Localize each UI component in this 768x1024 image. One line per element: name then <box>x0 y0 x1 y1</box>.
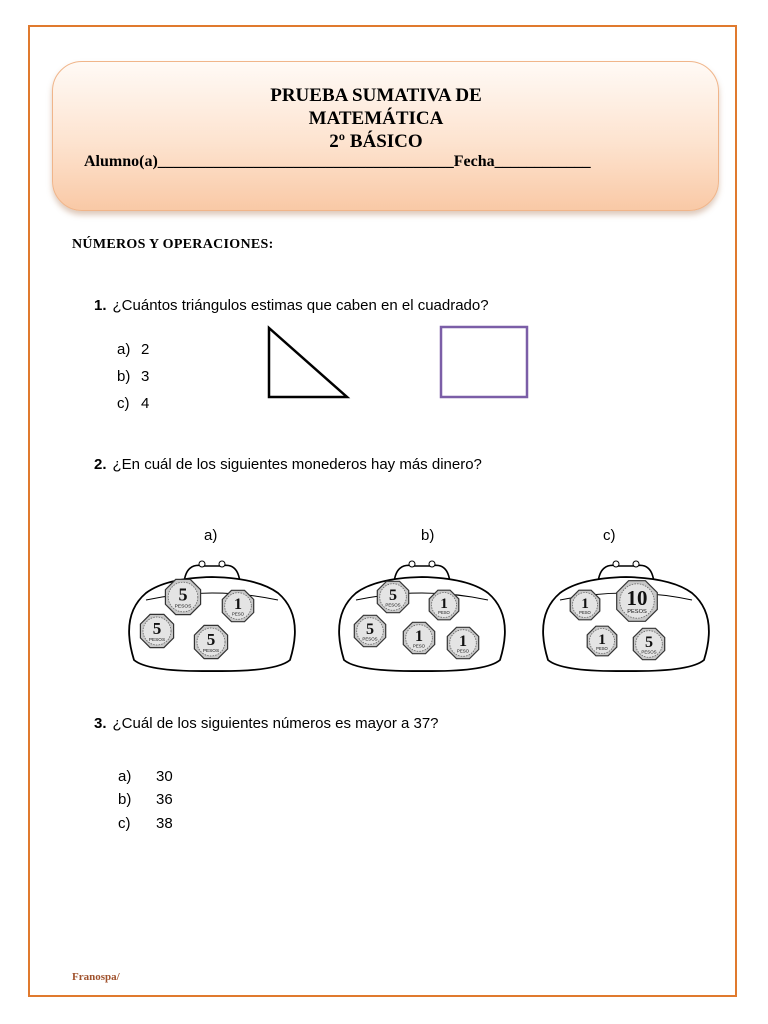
option-3c[interactable] <box>118 815 173 832</box>
question-number: 3. <box>94 715 107 732</box>
coin-unit: PESOS <box>362 636 378 642</box>
coin <box>140 614 173 647</box>
clasp-knob <box>409 561 415 567</box>
coin-value: 1 <box>598 630 606 648</box>
coin-value: 5 <box>388 587 398 605</box>
option-3b[interactable] <box>118 791 173 808</box>
coin-unit: PESO <box>456 648 470 654</box>
coin <box>570 590 600 620</box>
section-title: NÚMEROS Y OPERACIONES: <box>72 237 274 252</box>
purse-label-a: a) <box>204 527 218 544</box>
coin-unit: PESO <box>231 611 245 617</box>
question-text: ¿En cuál de los siguientes monederos hay más dinero? <box>112 456 482 473</box>
coin <box>165 579 200 614</box>
coin <box>617 581 658 622</box>
title-line-3: 2º BÁSICO <box>329 131 423 152</box>
purse-a <box>129 561 295 671</box>
coin-unit: PESO <box>438 609 450 615</box>
student-label: Alumno(a) <box>84 153 158 170</box>
coin-value: 5 <box>206 630 216 650</box>
option-value: 2 <box>141 341 150 358</box>
coin <box>587 626 617 656</box>
option-letter: b) <box>117 368 131 385</box>
clasp-knob <box>429 561 435 567</box>
option-letter: c) <box>118 815 131 832</box>
option-3a[interactable] <box>118 768 173 785</box>
option-value: 38 <box>156 815 173 832</box>
date-blank[interactable]: ____________ <box>494 153 591 170</box>
option-value: 30 <box>156 768 173 785</box>
coin <box>377 581 408 612</box>
option-value: 36 <box>156 791 173 808</box>
question-3 <box>94 715 439 732</box>
coin <box>222 590 253 621</box>
coin-value: 1 <box>581 594 589 612</box>
purse-label-c: c) <box>603 527 616 544</box>
coin-value: 1 <box>233 596 243 614</box>
coin-unit: PESOS <box>174 604 192 610</box>
footer-signature: Franospa/ <box>72 971 120 983</box>
coin <box>633 628 664 659</box>
purse-b <box>339 561 505 671</box>
coin <box>429 590 459 620</box>
coin-value: 5 <box>178 584 188 605</box>
coin-unit: PESOS <box>148 636 166 642</box>
clasp-knob <box>633 561 639 567</box>
clasp-knob <box>199 561 205 567</box>
coin-unit: PESO <box>596 645 608 651</box>
option-letter: a) <box>117 341 131 358</box>
coin-value: 1 <box>458 633 468 651</box>
coin <box>194 625 227 658</box>
coin-unit: PESOS <box>385 602 401 608</box>
title-line-2: MATEMÁTICA <box>308 108 444 129</box>
coin <box>403 622 434 653</box>
coin-value: 5 <box>152 619 162 639</box>
option-value: 3 <box>141 368 150 385</box>
option-letter: a) <box>118 768 132 785</box>
question-number: 1. <box>94 297 107 314</box>
coin-unit: PESO <box>412 643 426 649</box>
coin-unit: PESOS <box>202 647 220 653</box>
coin-value: 5 <box>644 634 654 652</box>
coin-value: 1 <box>414 628 424 646</box>
coin-unit: PESOS <box>627 609 647 616</box>
coin <box>447 627 478 658</box>
purse-label-b: b) <box>421 527 435 544</box>
coin-value: 10 <box>626 586 648 610</box>
coin-unit: PESO <box>579 609 591 615</box>
purse-c <box>543 561 709 671</box>
question-text: ¿Cuál de los siguientes números es mayor a 37? <box>112 715 439 732</box>
coin-unit: PESOS <box>641 649 657 655</box>
date-label: Fecha <box>453 153 495 170</box>
coin-value: 5 <box>365 621 375 639</box>
option-letter: c) <box>117 395 130 412</box>
coin-value: 1 <box>440 594 448 612</box>
option-value: 4 <box>141 395 150 412</box>
student-name-blank[interactable]: _____________________________________ <box>157 153 454 170</box>
clasp-knob <box>219 561 225 567</box>
clasp-knob <box>613 561 619 567</box>
option-letter: b) <box>118 791 132 808</box>
coin <box>354 615 385 646</box>
title-line-1: PRUEBA SUMATIVA DE <box>270 85 482 106</box>
question-text: ¿Cuántos triángulos estimas que caben en el cuadrado? <box>112 297 489 314</box>
question-number: 2. <box>94 456 107 473</box>
